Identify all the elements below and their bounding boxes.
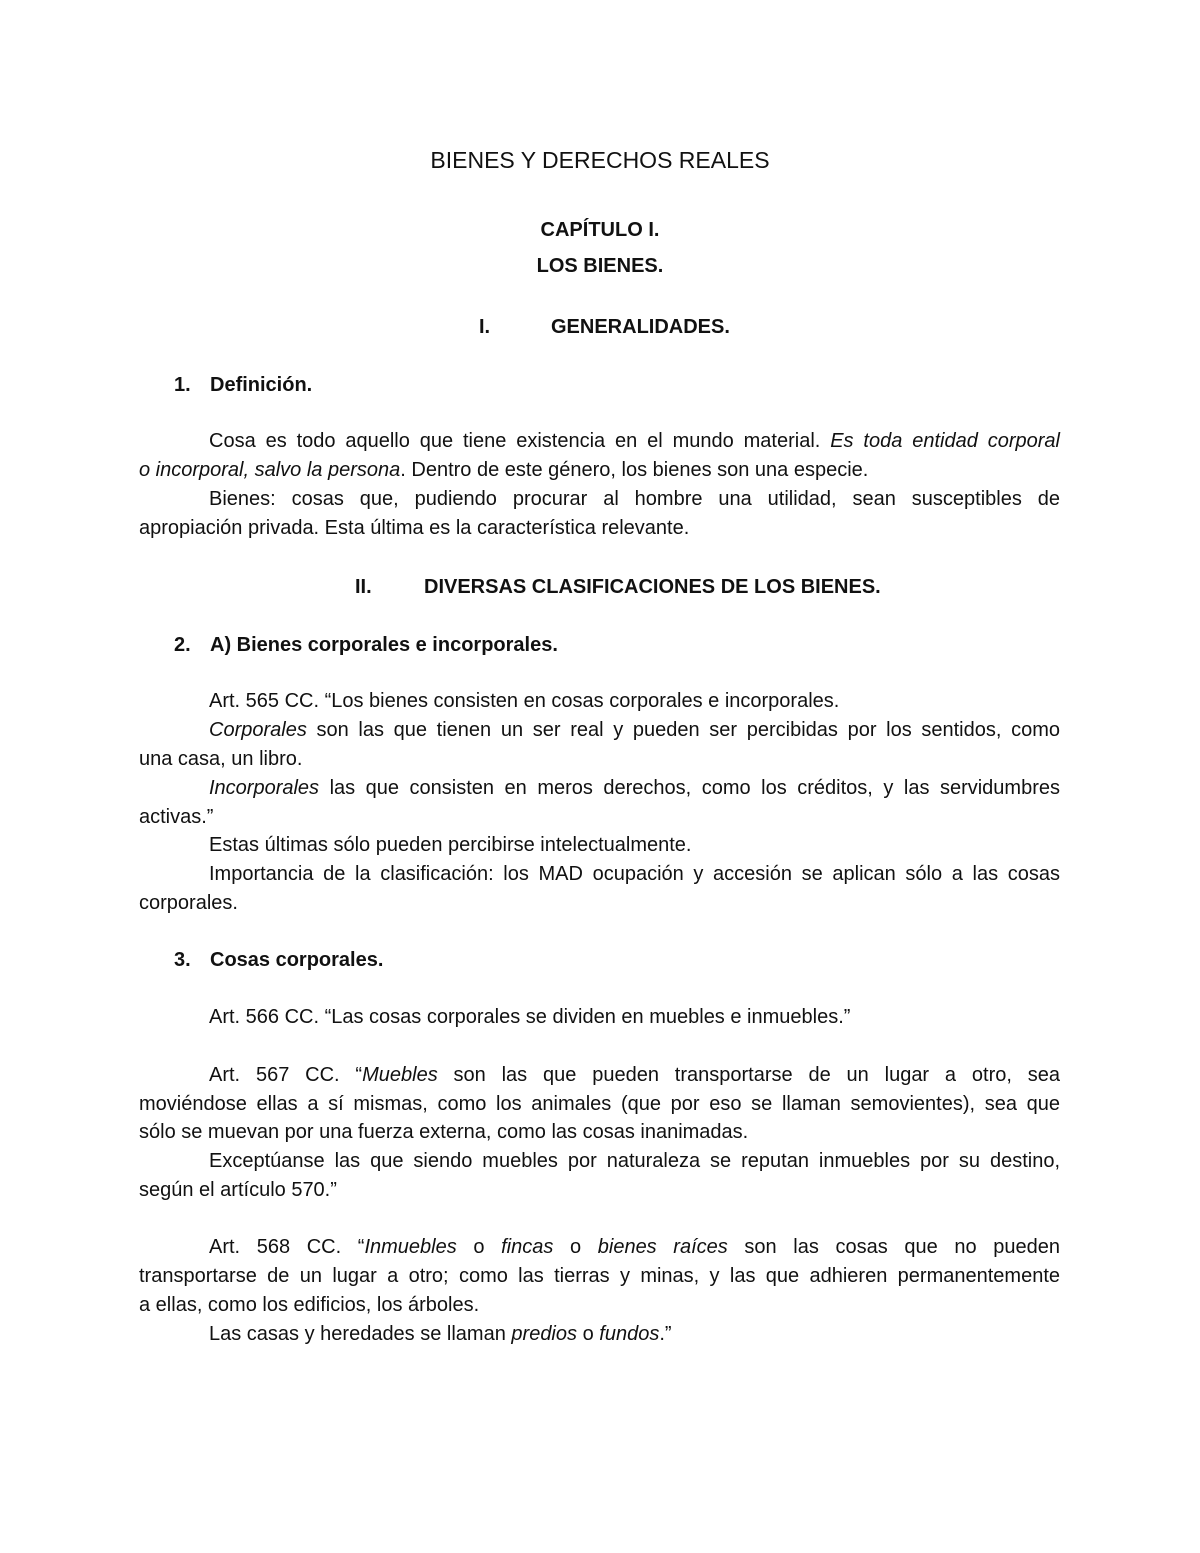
- paragraph-line: según el artículo 570.”: [139, 1179, 337, 1201]
- paragraph-line: corporales.: [139, 892, 238, 914]
- italic-run: predios: [511, 1323, 578, 1345]
- italic-run: Es toda entidad corporal: [830, 430, 1060, 452]
- section-numeral: II.: [355, 576, 372, 598]
- item-number: 1.: [174, 374, 191, 396]
- text-run: Art. 567 CC. “: [209, 1064, 363, 1086]
- paragraph-line: a ellas, como los edificios, los árboles.: [139, 1294, 480, 1316]
- paragraph-line: Importancia de la clasificación: los MAD ocupación y accesión se aplican sólo a las cosas: [209, 863, 1060, 885]
- paragraph-line: apropiación privada. Esta última es la característica relevante.: [139, 517, 690, 539]
- text-run: Las casas y heredades se llaman: [209, 1323, 512, 1345]
- paragraph-line: Exceptúanse las que siendo muebles por naturaleza se reputan inmuebles por su destino,: [209, 1150, 1060, 1172]
- italic-run: Inmuebles: [364, 1236, 457, 1258]
- paragraph-line: una casa, un libro.: [139, 748, 303, 770]
- paragraph-line: moviéndose ellas a sí mismas, como los animales (que por eso se llaman semovientes), sea que: [139, 1093, 1060, 1115]
- item-heading: Cosas corporales.: [210, 949, 384, 971]
- paragraph-line: Art. 566 CC. “Las cosas corporales se dividen en muebles e inmuebles.”: [209, 1006, 851, 1028]
- text-run: o: [456, 1236, 502, 1258]
- item-number: 3.: [174, 949, 191, 971]
- item-number: 2.: [174, 634, 191, 656]
- text-run: o: [577, 1323, 600, 1345]
- paragraph-line: [209, 774, 1060, 803]
- italic-run: Muebles: [362, 1064, 438, 1086]
- italic-run: o incorporal, salvo la persona: [139, 459, 401, 481]
- text-run: o: [553, 1236, 598, 1258]
- paragraph-line: Bienes: cosas que, pudiendo procurar al hombre una utilidad, sean susceptibles de: [209, 488, 1060, 510]
- text-run: son las que pueden transportarse de un lugar a otro, sea: [437, 1064, 1060, 1086]
- section-numeral: I.: [479, 316, 491, 338]
- italic-run: Corporales: [209, 719, 307, 741]
- paragraph-line: Art. 565 CC. “Los bienes consisten en cosas corporales e incorporales.: [209, 690, 840, 712]
- text-run: son las cosas que no pueden: [727, 1236, 1060, 1258]
- text-run: Art. 568 CC. “: [209, 1236, 365, 1258]
- text-run: son las que tienen un ser real y pueden ser percibidas por los sentidos, como: [306, 719, 1060, 741]
- italic-run: fincas: [501, 1236, 554, 1258]
- paragraph-line: [209, 1320, 1060, 1349]
- text-run: las que consisten en meros derechos, como los créditos, y las servidumbres: [319, 777, 1060, 799]
- paragraph-line: activas.”: [139, 806, 214, 828]
- section-heading: GENERALIDADES.: [551, 316, 730, 338]
- text-run: Cosa es todo aquello que tiene existencia en el mundo material.: [209, 430, 831, 452]
- item-heading: A) Bienes corporales e incorporales.: [210, 634, 558, 656]
- section-heading: DIVERSAS CLASIFICACIONES DE LOS BIENES.: [424, 576, 881, 598]
- document-title: BIENES Y DERECHOS REALES: [430, 147, 770, 173]
- paragraph-line: Estas últimas sólo pueden percibirse intelectualmente.: [209, 834, 692, 856]
- paragraph-line: [209, 1233, 1060, 1262]
- paragraph-line: [139, 456, 1060, 485]
- italic-run: Incorporales: [209, 777, 320, 799]
- text-run: . Dentro de este género, los bienes son una especie.: [400, 459, 869, 481]
- paragraph-line: [209, 1061, 1060, 1090]
- paragraph-line: sólo se muevan por una fuerza externa, como las cosas inanimadas.: [139, 1121, 749, 1143]
- italic-run: fundos: [599, 1323, 660, 1345]
- paragraph-line: [209, 427, 1060, 456]
- italic-run: bienes raíces: [597, 1236, 728, 1258]
- text-run: .”: [659, 1323, 672, 1345]
- item-heading: Definición.: [210, 374, 313, 396]
- paragraph-line: [209, 716, 1060, 745]
- paragraph-line: transportarse de un lugar a otro; como las tierras y minas, y las que adhieren permanentemente: [139, 1265, 1060, 1287]
- chapter-subtitle: LOS BIENES.: [536, 255, 664, 277]
- chapter-heading: CAPÍTULO I.: [540, 219, 660, 241]
